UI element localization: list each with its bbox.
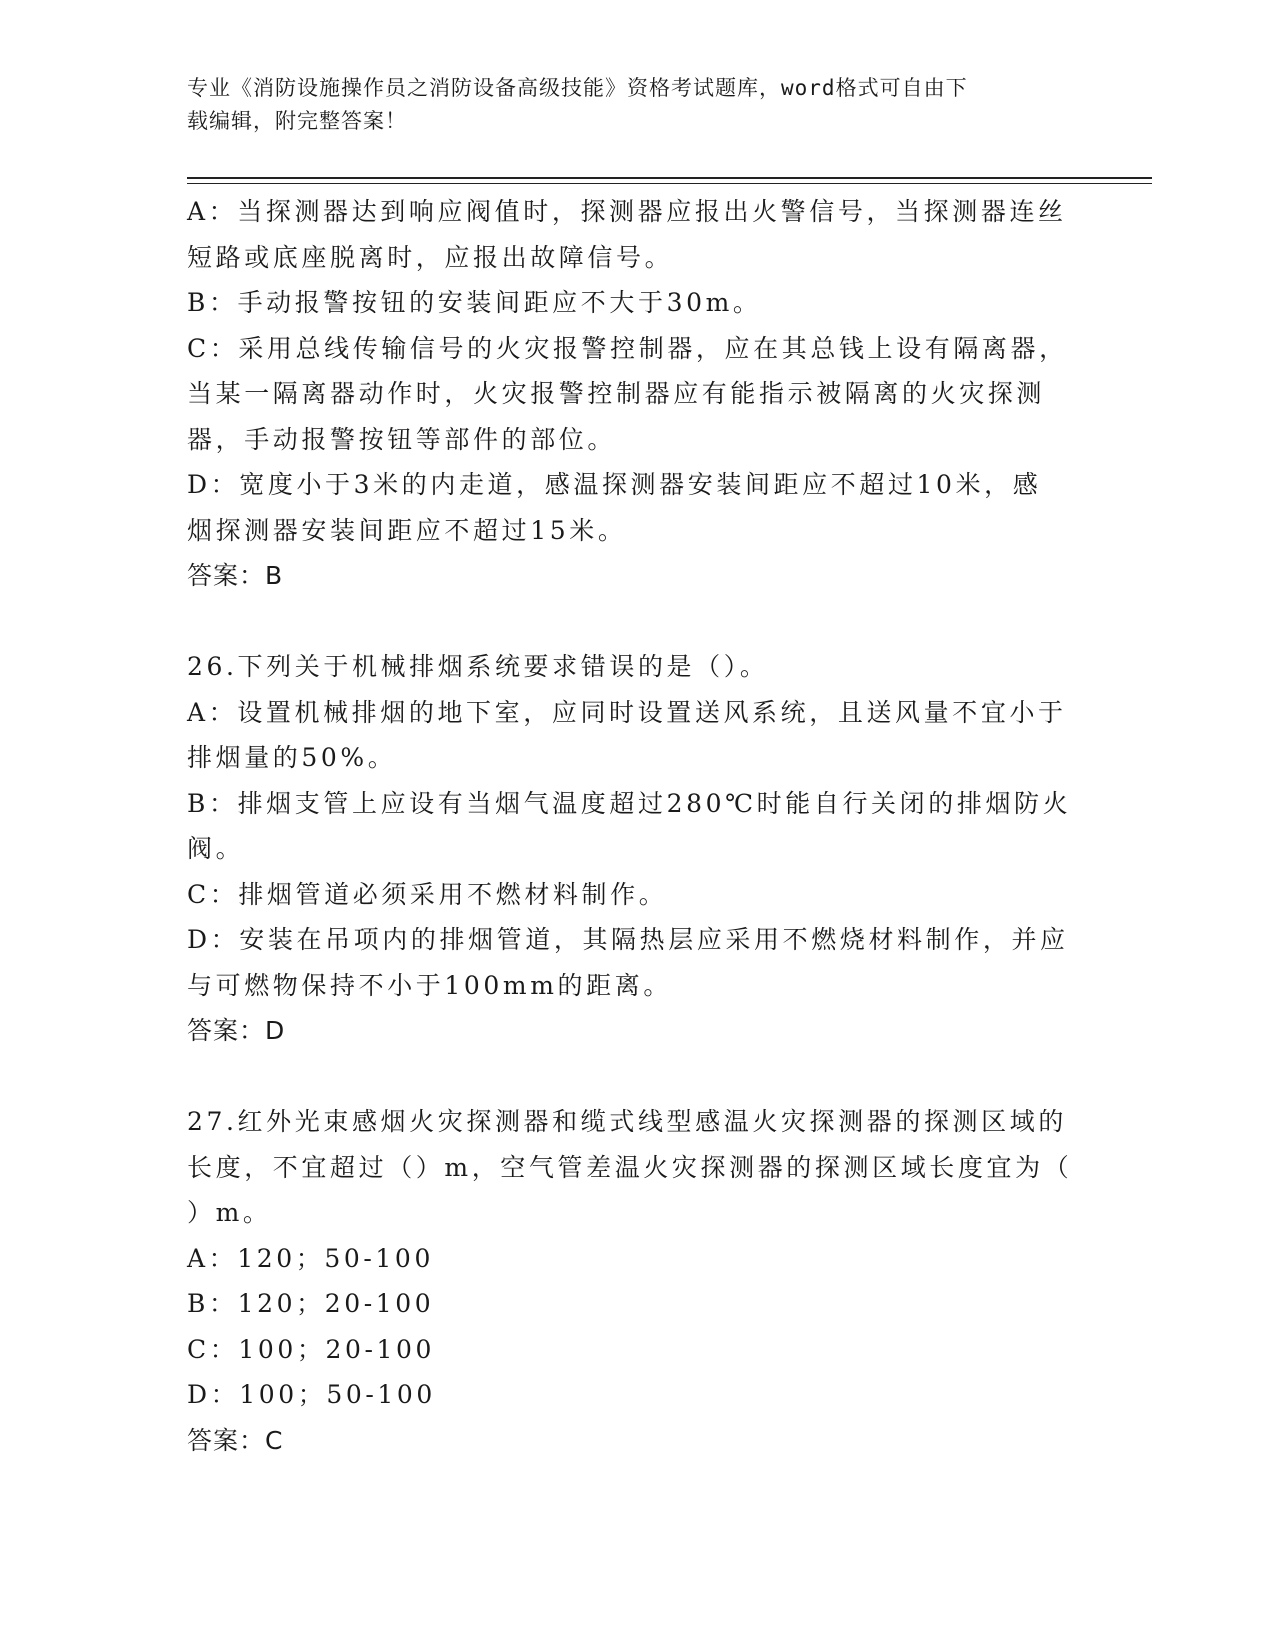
question-27 [187,1099,1087,1463]
option-line: C：采用总线传输信号的火灾报警控制器，应在其总钱上设有隔离器， [187,333,1068,363]
option-line: B：120；20-100 [187,1289,435,1318]
question-text: 27.红外光束感烟火灾探测器和缆式线型感温火灾探测器的探测区域的 [187,1107,1067,1136]
option-line: B：排烟支管上应设有当烟气温度超过280℃时能自行关闭的排烟防火 [187,788,1072,818]
option-line: C：100；20-100 [187,1334,436,1364]
answer-label: 答案：B [187,561,284,590]
spacer [187,599,1087,645]
header-line: 专业《消防设施操作员之消防设备高级技能》资格考试题库，word格式可自由下 [187,76,968,100]
option-line: 当某一隔离器动作时，火灾报警控制器应有能指示被隔离的火灾探测 [187,379,1046,408]
question-content [187,189,1087,1463]
option-line: A：设置机械排烟的地下室，应同时设置送风系统，且送风量不宜小于 [187,697,1067,727]
question-text: 26.下列关于机械排烟系统要求错误的是（）。 [187,652,769,681]
option-line: D：100；50-100 [187,1380,436,1409]
option-line: A：当探测器达到响应阀值时，探测器应报出火警信号，当探测器连丝 [187,197,1067,226]
option-line: 排烟量的50%。 [187,743,397,772]
header-line: 载编辑，附完整答案！ [187,109,407,133]
answer-label: 答案：D [187,1016,286,1045]
option-line: D：宽度小于3米的内走道，感温探测器安装间距应不超过10米，感 [187,470,1042,499]
spacer [187,1054,1087,1100]
question-text: 长度，不宜超过（）m，空气管差温火灾探测器的探测区域长度宜为（ [187,1152,1073,1182]
document-header [187,72,1067,138]
question-text: ）m。 [187,1198,272,1227]
option-line: 与可燃物保持不小于100mm的距离。 [187,970,672,1000]
option-line: A：120；50-100 [187,1243,434,1273]
option-line: B：手动报警按钮的安装间距应不大于30m。 [187,288,762,317]
question-26 [187,644,1087,1054]
option-line: 器，手动报警按钮等部件的部位。 [187,424,617,454]
option-line: 短路或底座脱离时，应报出故障信号。 [187,242,674,272]
header-rule-thick [187,177,1152,179]
option-line: D：安装在吊项内的排烟管道，其隔热层应采用不燃烧材料制作，并应 [187,925,1069,954]
option-line: 阀。 [187,834,245,863]
answer-label: 答案：C [187,1425,284,1455]
option-line: C：排烟管道必须采用不燃材料制作。 [187,879,668,909]
question-25 [187,189,1087,599]
header-rule-thin [187,183,1152,184]
option-line: 烟探测器安装间距应不超过15米。 [187,515,627,545]
